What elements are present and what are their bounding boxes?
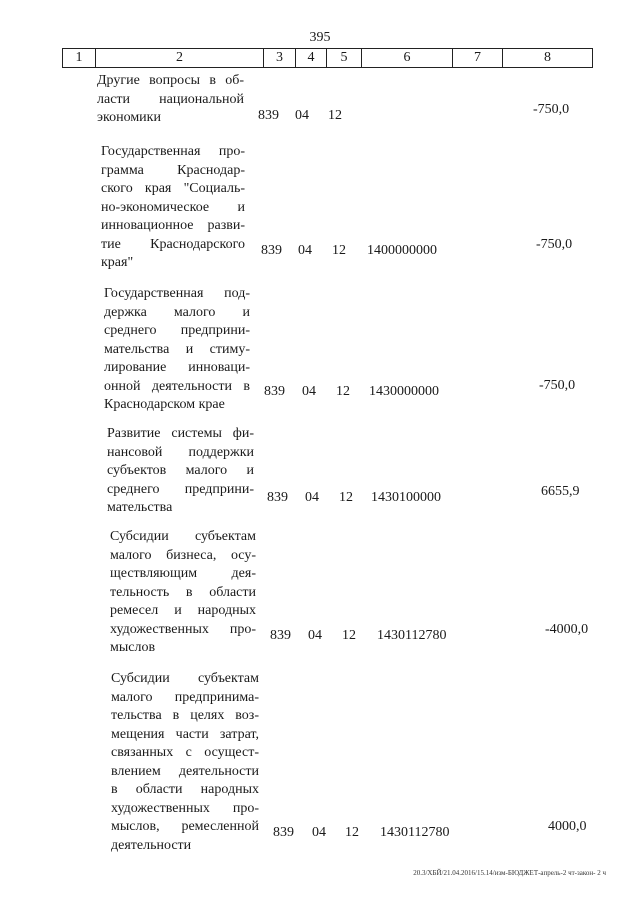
- cell-c5: 12: [342, 628, 356, 643]
- description-line: мательства и стиму-: [104, 341, 250, 357]
- cell-c6: 1430000000: [369, 384, 439, 399]
- description-line: Государственная под-: [104, 286, 250, 301]
- cell-c4: 04: [308, 628, 322, 643]
- description-line: тие Краснодарского: [101, 236, 245, 252]
- cell-c5: 12: [339, 490, 353, 505]
- description-line: субъектов малого и: [107, 463, 254, 478]
- cell-c6: 1400000000: [367, 243, 437, 258]
- header-col-2: 2: [96, 49, 264, 67]
- row-description: [110, 528, 256, 658]
- header-col-8: 8: [544, 50, 551, 65]
- cell-c4: 04: [305, 490, 319, 505]
- cell-c4: 04: [298, 243, 312, 258]
- description-line: малого бизнеса, осу-: [110, 547, 256, 563]
- cell-amount: 6655,9: [541, 484, 580, 499]
- cell-c5: 12: [328, 108, 342, 123]
- cell-amount: -750,0: [539, 378, 576, 393]
- description-line: деятельности: [111, 837, 192, 853]
- cell-c3: 839: [258, 108, 279, 123]
- cell-c4: 04: [302, 384, 316, 399]
- description-line: Другие вопросы в об-: [97, 73, 244, 88]
- description-line: мещения части затрат,: [111, 726, 259, 742]
- cell-c3: 839: [267, 490, 288, 505]
- header-col-5: 5: [327, 49, 362, 67]
- description-line: грамма Краснодар-: [101, 162, 245, 178]
- description-line: онной деятельности в: [104, 378, 250, 394]
- description-line: нансовой поддержки: [107, 444, 254, 460]
- cell-amount: -750,0: [536, 237, 573, 252]
- cell-c3: 839: [264, 384, 285, 399]
- cell-c6: 1430112780: [377, 628, 447, 643]
- description-line: Государственная про-: [101, 144, 245, 159]
- row-description: [111, 670, 259, 855]
- description-line: края": [101, 255, 134, 270]
- description-line: Субсидии субъектам: [111, 671, 259, 686]
- description-line: ласти национальной: [97, 91, 244, 107]
- cell-amount: 4000,0: [548, 819, 587, 834]
- description-line: инновационное разви-: [101, 218, 245, 233]
- description-line: художественных про-: [111, 800, 259, 816]
- cell-c3: 839: [261, 243, 282, 258]
- header-col-6: 6: [362, 49, 453, 67]
- description-line: ществляющим дея-: [110, 566, 256, 581]
- header-col-7: 7: [453, 49, 503, 67]
- description-line: среднего предприни-: [107, 481, 254, 497]
- description-line: тельность в области: [110, 584, 256, 600]
- cell-c6: 1430100000: [371, 490, 441, 505]
- cell-c4: 04: [312, 825, 326, 840]
- description-line: Краснодарском крае: [104, 397, 225, 412]
- description-line: мательства: [107, 500, 173, 515]
- row-description: [97, 72, 244, 128]
- description-line: среднего предприни-: [104, 323, 250, 338]
- description-line: в области народных: [111, 782, 259, 797]
- description-line: малого предпринима-: [111, 689, 259, 705]
- row-description: [104, 285, 250, 415]
- cell-c3: 839: [270, 628, 291, 643]
- cell-amount: -750,0: [533, 102, 570, 117]
- cell-c6: 1430112780: [380, 825, 450, 840]
- description-line: связанных с осущест-: [111, 745, 259, 760]
- description-line: тельства в целях воз-: [111, 708, 259, 723]
- description-line: ского края "Социаль-: [101, 181, 245, 196]
- row-description: [107, 425, 254, 518]
- description-line: но-экономическое и: [101, 199, 245, 215]
- description-line: Субсидии субъектам: [110, 529, 256, 544]
- cell-c4: 04: [295, 108, 309, 123]
- cell-c5: 12: [332, 243, 346, 258]
- description-line: ремесел и народных: [110, 603, 256, 618]
- cell-amount: -4000,0: [545, 622, 589, 637]
- description-line: мыслов, ремесленной: [111, 819, 259, 834]
- description-line: лирование инноваци-: [104, 360, 250, 375]
- cell-c5: 12: [345, 825, 359, 840]
- header-col-1: 1: [63, 49, 96, 67]
- table-header: [62, 48, 593, 68]
- footer-stamp: 20.3/ХБЙ/21.04.2016/15.14/изм-БЮДЖЕТ-апрель-2 чт-закон- 2 ч: [413, 869, 606, 877]
- description-line: художественных про-: [110, 621, 256, 637]
- description-line: влением деятельности: [111, 763, 259, 779]
- description-line: держка малого и: [104, 304, 250, 320]
- cell-c3: 839: [273, 825, 294, 840]
- cell-c5: 12: [336, 384, 350, 399]
- row-description: [101, 143, 245, 273]
- description-line: мыслов: [110, 640, 156, 655]
- description-line: Развитие системы фи-: [107, 426, 254, 441]
- header-col-3: 3: [264, 49, 296, 67]
- page-number: 395: [309, 30, 331, 45]
- header-col-4: 4: [296, 49, 327, 67]
- description-line: экономики: [97, 110, 161, 125]
